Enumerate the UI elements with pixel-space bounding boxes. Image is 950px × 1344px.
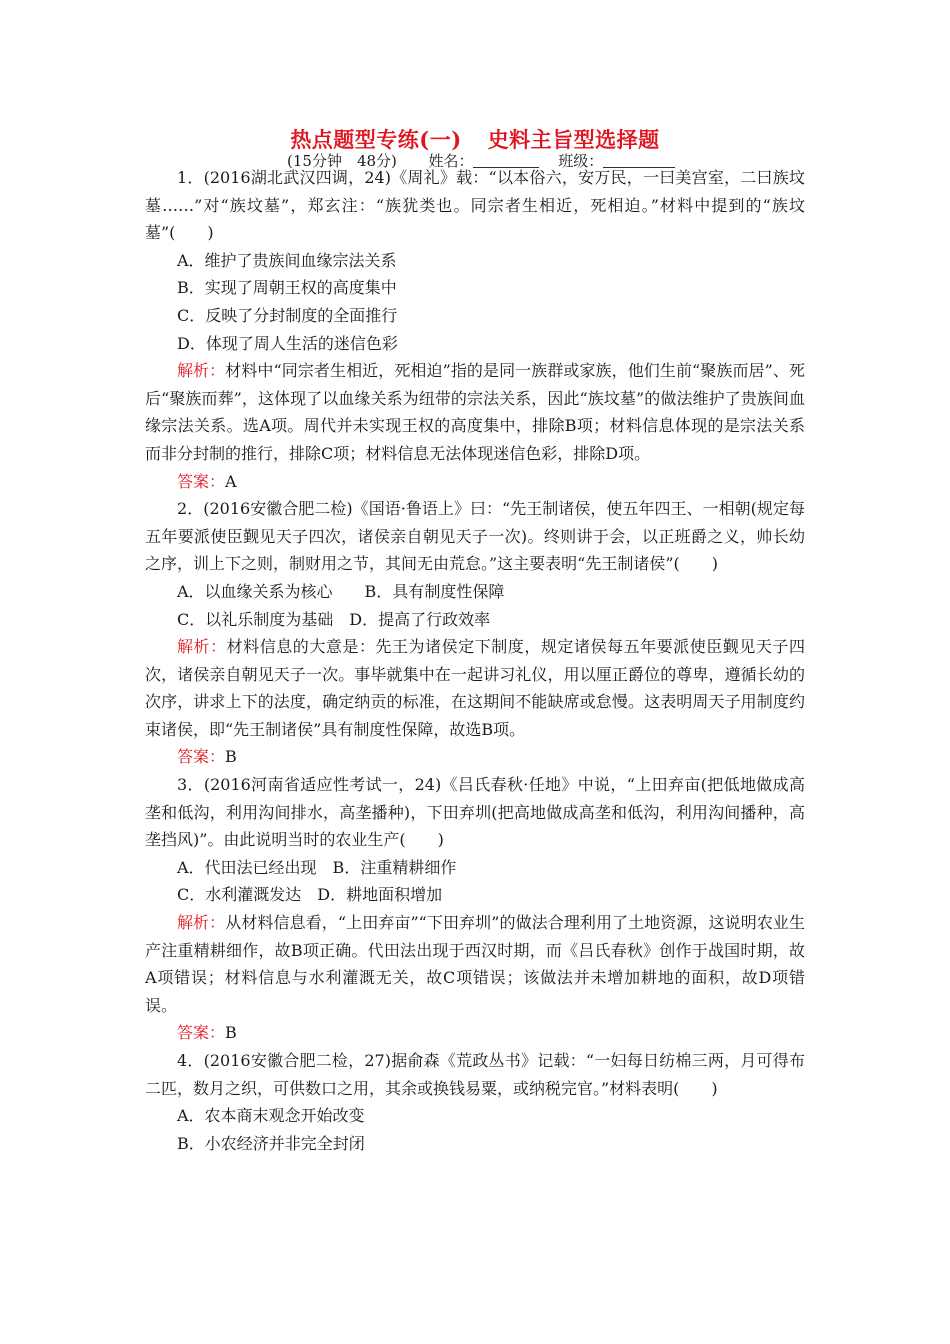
- option-4a: A．农本商末观念开始改变: [177, 1106, 365, 1126]
- title-main: 热点题型专练(一): [290, 127, 462, 152]
- question-stem-1: 1．(2016湖北武汉四调，24)《周礼》载：“以本俗六，安万民，一曰美宫室，二曰族坟墓……”对“族坟墓”，郑玄注：“族犹类也。同宗者生相近，死相迫。”材料中提到的“族坟墓”( ): [145, 168, 805, 243]
- option-1c: C．反映了分封制度的全面推行: [177, 305, 398, 325]
- analysis-3: [145, 909, 805, 1019]
- analysis-label-2: 解析：: [177, 637, 227, 657]
- question-stem-4: 4．(2016安徽合肥二检，27)据俞森《荒政丛书》记载：“一妇每日纺棉三两，月可得布二匹，数月之织，可供数口之用，其余或换钱易粟，或纳税完官。”材料表明( ): [145, 1051, 805, 1098]
- option-1b: B．实现了周朝王权的高度集中: [177, 278, 397, 298]
- analysis-text-2: 材料信息的大意是：先王为诸侯定下制度，规定诸侯每五年要派使臣觐见天子四次，诸侯亲自朝见天子一次。事毕就集中在一起讲习礼仪，用以厘正爵位的尊卑，遵循长幼的次序，讲求上下的法度，确定纳贡的标准，在这期间不能缺席或怠慢。这表明周天子用制度约束诸侯，即“先王制诸侯”具有制度性保障，故选B项。: [145, 637, 805, 739]
- questions-content: [145, 164, 805, 1157]
- answer-value-2: B: [225, 747, 237, 767]
- option-3ab: A．代田法已经出现 B．注重精耕细作: [177, 857, 457, 877]
- question-stem-3: 3．(2016河南省适应性考试一，24)《吕氏春秋·任地》中说，“上田弃亩(把低地做成高垄和低沟，利用沟间排水，高垄播种)，下田弃圳(把高地做成高垄和低沟，利用沟间播种，高垄挡风)”。由此说明当时的农业生产( ): [145, 775, 805, 850]
- name-label: 姓名：: [428, 152, 474, 170]
- answer-label-3: 答案：: [177, 1023, 226, 1043]
- option-2cd: C．以礼乐制度为基础 D．提高了行政效率: [177, 609, 491, 629]
- analysis-2: [145, 633, 805, 743]
- option-3cd: C．水利灌溉发达 D．耕地面积增加: [177, 885, 443, 905]
- answer-value-3: B: [225, 1023, 237, 1043]
- option-4b: B．小农经济并非完全封闭: [177, 1133, 365, 1153]
- answer-2: [145, 743, 805, 771]
- time-score: (15分钟 48分): [287, 152, 397, 170]
- question-stem-2: 2．(2016安徽合肥二检)《国语·鲁语上》曰：“先王制诸侯，使五年四王、一相朝(规定每五年要派使臣觐见天子四次，诸侯亲自朝见天子一次)。终则讲于会，以正班爵之义，帅长幼之序，训上下之则，制财用之节，其间无由荒怠。”这主要表明“先王制诸侯”( ): [145, 499, 805, 574]
- title-sub: 史料主旨型选择题: [487, 127, 660, 152]
- analysis-text-3: 从材料信息看，“上田弃亩”“下田弃圳”的做法合理利用了土地资源，这说明农业生产注重精耕细作，故B项正确。代田法出现于西汉时期，而《吕氏春秋》创作于战国时期，故A项错误；材料信息与水利灌溉无关，故C项错误；该做法并未增加耕地的面积，故D项错误。: [145, 913, 805, 1015]
- analysis-text-1: 材料中“同宗者生相近，死相迫”指的是同一族群或家族，他们生前“聚族而居”、死后“聚族而葬”，这体现了以血缘关系为纽带的宗法关系，因此“族坟墓”的做法维护了贵族间血缘宗法关系。选A项。周代并未实现王权的高度集中，排除B项；材料信息体现的是宗法关系而非分封制的推行，排除C项；材料信息无法体现迷信色彩，排除D项。: [145, 361, 805, 463]
- option-1d: D．体现了周人生活的迷信色彩: [177, 333, 398, 353]
- answer-3: [145, 1019, 805, 1047]
- option-1a: A．维护了贵族间血缘宗法关系: [177, 250, 397, 270]
- analysis-label-3: 解析：: [177, 913, 226, 933]
- option-2ab: A．以血缘关系为核心 B．具有制度性保障: [177, 581, 505, 601]
- analysis-1: [145, 357, 805, 467]
- answer-1: [145, 468, 805, 496]
- answer-value-1: A: [225, 471, 237, 491]
- answer-label-1: 答案：: [177, 471, 226, 491]
- answer-label-2: 答案：: [177, 747, 226, 767]
- analysis-label-1: 解析：: [177, 361, 226, 381]
- class-label: 班级：: [558, 152, 604, 170]
